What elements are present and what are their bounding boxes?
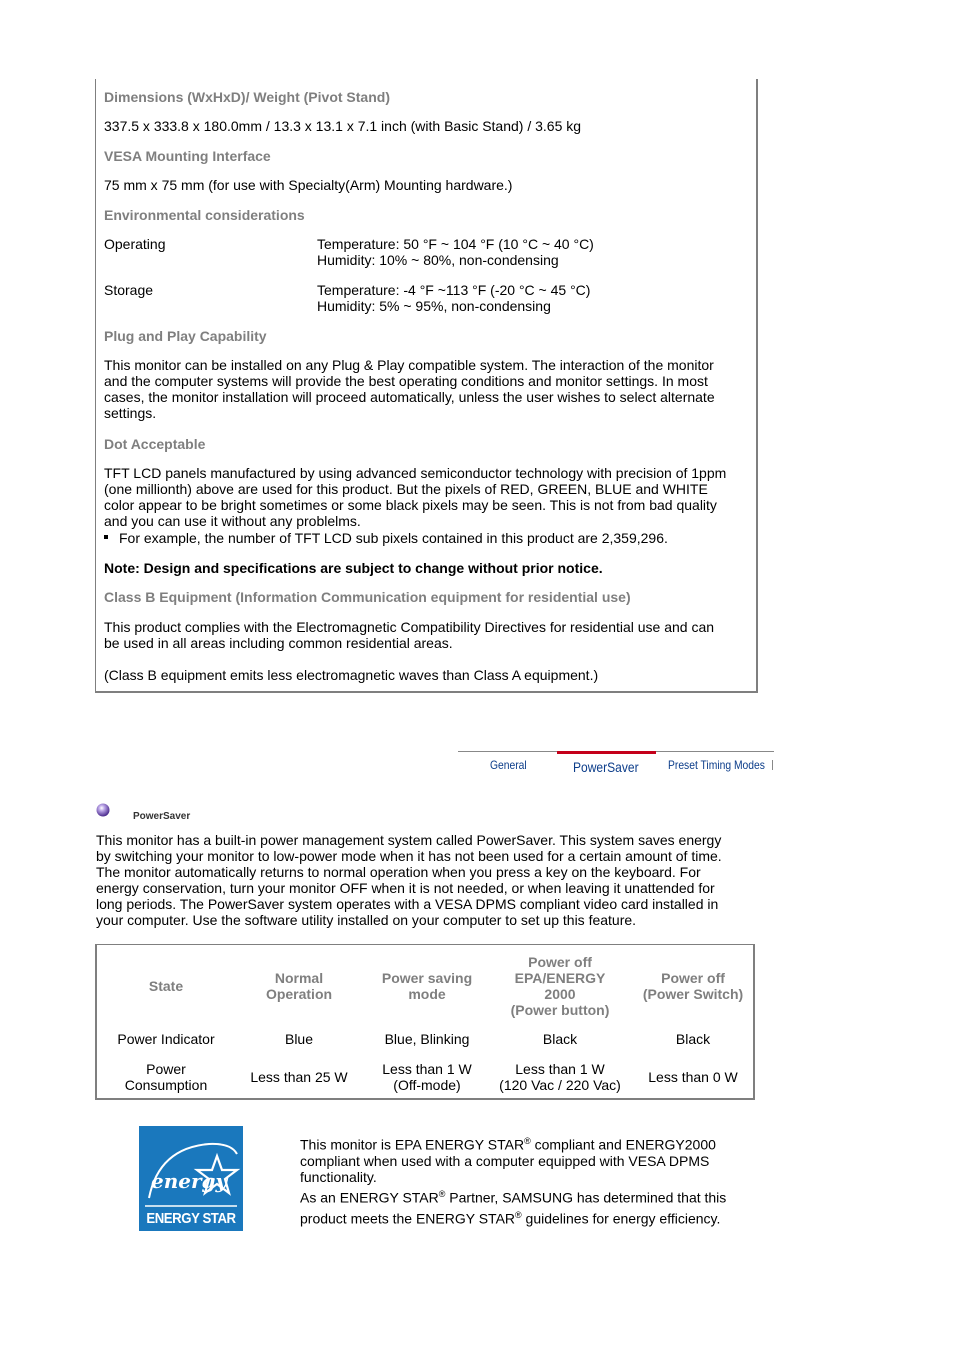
dot-line: and you can use it without any problelms. bbox=[104, 513, 361, 529]
cell-line: (Off-mode) bbox=[393, 1077, 461, 1093]
energy-line-1 bbox=[300, 1133, 760, 1153]
header-power-off-switch bbox=[628, 970, 758, 1002]
energy-text: guidelines for energy efficiency. bbox=[521, 1210, 721, 1227]
tab-divider bbox=[656, 751, 774, 752]
cell-line: Power Indicator bbox=[117, 1031, 215, 1047]
pnp-line: settings. bbox=[104, 405, 157, 421]
operating-temperature: Temperature: 50 °F ~ 104 °F (10 °C ~ 40 °C) bbox=[317, 236, 594, 252]
cell-indicator-off-button bbox=[492, 1031, 628, 1047]
powersaver-line: This monitor has a built-in power management system called PowerSaver. This system saves energy bbox=[96, 832, 722, 848]
storage-label: Storage bbox=[104, 282, 154, 298]
bullet-dot-icon bbox=[104, 535, 108, 539]
cell-consumption-normal bbox=[236, 1069, 362, 1085]
purple-sphere-bullet-icon bbox=[96, 803, 110, 817]
energy-line-4 bbox=[300, 1186, 760, 1206]
classb-paragraph bbox=[104, 619, 754, 651]
cell-indicator-normal bbox=[236, 1031, 362, 1047]
registered-mark: ® bbox=[438, 1188, 446, 1199]
energy-line-2: compliant when used with a computer equipped with VESA DPMS bbox=[300, 1152, 710, 1169]
header-line: Power off bbox=[528, 954, 592, 970]
classb-line: This product complies with the Electromagnetic Compatibility Directives for residential use and can bbox=[104, 619, 715, 635]
operating-humidity: Humidity: 10% ~ 80%, non-condensing bbox=[317, 252, 559, 268]
classb-line: be used in all areas including common residential areas. bbox=[104, 635, 453, 651]
cell-line: Blue bbox=[284, 1031, 314, 1047]
cell-line: Less than 1 W bbox=[382, 1061, 472, 1077]
cell-consumption-off-button bbox=[492, 1061, 628, 1093]
tab-powersaver-label: PowerSaver bbox=[573, 759, 639, 775]
cell-line: Less than 1 W bbox=[515, 1061, 605, 1077]
header-line: (Power Switch) bbox=[642, 986, 744, 1002]
cell-line: Less than 0 W bbox=[648, 1069, 738, 1085]
header-line: Normal bbox=[274, 970, 324, 986]
dot-bullet-text: For example, the number of TFT LCD sub pixels contained in this product are 2,359,296. bbox=[119, 530, 668, 546]
powersaver-paragraph bbox=[96, 832, 756, 928]
dot-line: (one millionth) above are used for this product. But the pixels of RED, GREEN, BLUE and WHITE bbox=[104, 481, 708, 497]
tab-preset-timing-modes[interactable] bbox=[656, 751, 774, 777]
header-line: Operation bbox=[265, 986, 333, 1002]
storage-humidity: Humidity: 5% ~ 95%, non-condensing bbox=[317, 298, 551, 314]
dot-line: color appear to be bright sometimes or some black pixels may be seen. This is not from bad quality bbox=[104, 497, 717, 513]
pnp-line: This monitor can be installed on any Plug & Play compatible system. The interaction of the monitor bbox=[104, 357, 714, 373]
cell-line: Less than 25 W bbox=[250, 1069, 348, 1085]
energy-text: As an ENERGY STAR bbox=[300, 1189, 439, 1206]
vesa-value: 75 mm x 75 mm (for use with Specialty(Arm) Mounting hardware.) bbox=[104, 177, 513, 193]
tab-general-label: General bbox=[490, 758, 527, 772]
cell-power-consumption bbox=[106, 1061, 226, 1093]
cell-consumption-saving bbox=[362, 1061, 492, 1093]
header-normal-operation bbox=[236, 970, 362, 1002]
tab-general[interactable] bbox=[458, 751, 557, 777]
energy-script-text: energy bbox=[151, 1169, 228, 1193]
energy-text: product meets the ENERGY STAR bbox=[300, 1210, 516, 1227]
registered-mark: ® bbox=[524, 1136, 531, 1146]
dot-line: TFT LCD panels manufactured by using advanced semiconductor technology with precision of 1ppm bbox=[104, 465, 727, 481]
storage-temperature: Temperature: -4 °F ~113 °F (-20 °C ~ 45 °C) bbox=[317, 282, 591, 298]
cell-line: Consumption bbox=[124, 1077, 208, 1093]
header-power-saving bbox=[362, 970, 492, 1002]
energy-star-logo-text: ENERGY STAR bbox=[146, 1210, 236, 1227]
energy-text: compliant and ENERGY2000 bbox=[530, 1136, 716, 1153]
operating-label: Operating bbox=[104, 236, 166, 252]
header-line: mode bbox=[408, 986, 446, 1002]
cell-power-indicator bbox=[106, 1031, 226, 1047]
energy-text: Partner, SAMSUNG has determined that this bbox=[445, 1189, 727, 1206]
cell-indicator-saving bbox=[362, 1031, 492, 1047]
cell-line: Power bbox=[146, 1061, 186, 1077]
pnp-line: cases, the monitor installation will proceed automatically, unless the user wishes to select alternate bbox=[104, 389, 715, 405]
pnp-heading: Plug and Play Capability bbox=[104, 328, 267, 344]
tab-separator bbox=[772, 760, 773, 770]
dot-heading: Dot Acceptable bbox=[104, 436, 206, 452]
energy-text: This monitor is EPA ENERGY STAR bbox=[300, 1136, 525, 1153]
header-power-off-button bbox=[492, 954, 628, 1018]
powersaver-line: The monitor automatically returns to normal operation when you press a key on the keyboard. For bbox=[96, 864, 701, 880]
powersaver-line: energy conservation, turn your monitor OFF when it is not needed, or when leaving it unattended for bbox=[96, 880, 715, 896]
energy-line-3: functionality. bbox=[300, 1168, 377, 1185]
energy-star-text bbox=[300, 1133, 760, 1227]
cell-line: Black bbox=[675, 1031, 711, 1047]
classb-heading: Class B Equipment (Information Communication equipment for residential use) bbox=[104, 589, 631, 605]
environment-heading: Environmental considerations bbox=[104, 207, 305, 223]
powersaver-title: PowerSaver bbox=[133, 811, 191, 822]
cell-line: Blue, Blinking bbox=[384, 1031, 470, 1047]
header-state bbox=[106, 978, 226, 994]
pnp-line: and the computer systems will provide the best operating conditions and monitor settings. In most bbox=[104, 373, 708, 389]
energy-star-logo bbox=[139, 1126, 243, 1231]
tab-divider bbox=[458, 751, 557, 752]
dimensions-value: 337.5 x 333.8 x 180.0mm / 13.3 x 13.1 x 7.1 inch (with Basic Stand) / 3.65 kg bbox=[104, 118, 582, 134]
header-line: 2000 bbox=[544, 986, 576, 1002]
header-line: State bbox=[148, 978, 184, 994]
header-line: (Power button) bbox=[510, 1002, 610, 1018]
registered-mark: ® bbox=[515, 1210, 522, 1221]
energy-line-5 bbox=[300, 1207, 760, 1227]
cell-line: (120 Vac / 220 Vac) bbox=[499, 1077, 621, 1093]
powersaver-line: long periods. The PowerSaver system operates with a VESA DPMS compliant video card installed in bbox=[96, 896, 719, 912]
design-note: Note: Design and specifications are subject to change without prior notice. bbox=[104, 560, 603, 576]
dot-paragraph bbox=[104, 465, 754, 529]
header-line: Power off bbox=[661, 970, 725, 986]
tab-active-indicator bbox=[557, 751, 656, 754]
cell-indicator-off-switch bbox=[628, 1031, 758, 1047]
powersaver-line: your computer. Use the software utility installed on your computer to set up this feature. bbox=[96, 912, 637, 928]
powersaver-line: by switching your monitor to low-power mode when it has not been used for a certain amount of time. bbox=[96, 848, 722, 864]
header-line: EPA/ENERGY bbox=[514, 970, 606, 986]
cell-line: Black bbox=[542, 1031, 578, 1047]
cell-consumption-off-switch bbox=[628, 1069, 758, 1085]
classb-note: (Class B equipment emits less electromagnetic waves than Class A equipment.) bbox=[104, 667, 599, 683]
vesa-heading: VESA Mounting Interface bbox=[104, 148, 271, 164]
tab-powersaver[interactable] bbox=[557, 751, 656, 777]
tab-preset-timing-label: Preset Timing Modes bbox=[668, 758, 765, 772]
dimensions-heading: Dimensions (WxHxD)/ Weight (Pivot Stand) bbox=[104, 89, 390, 105]
header-line: Power saving bbox=[381, 970, 473, 986]
pnp-paragraph bbox=[104, 357, 754, 421]
section-tabs bbox=[458, 751, 774, 777]
